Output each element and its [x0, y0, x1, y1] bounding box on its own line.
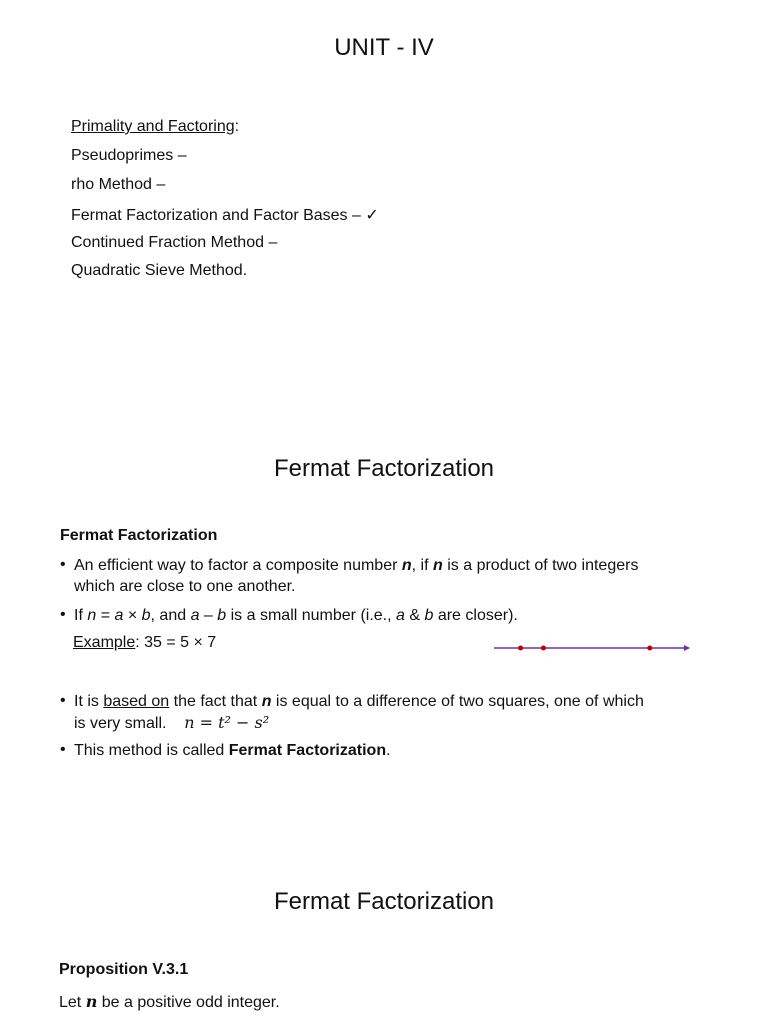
bullet-efficient-way: An efficient way to factor a composite number n, if n is a product of two integers which are close to one another. [74, 557, 639, 595]
topic-item-pseudoprimes: Pseudoprimes – [71, 147, 187, 164]
bullet-dot: • [60, 606, 66, 623]
topic-item-continued-fraction: Continued Fraction Method – [71, 234, 278, 251]
number-line-dot [541, 646, 546, 651]
topic-item-rho: rho Method – [71, 176, 166, 193]
topic-heading-colon: : [234, 118, 240, 135]
slide2-title: Fermat Factorization [273, 455, 495, 482]
number-line-arrow-icon [684, 645, 690, 651]
bullet-n-equals-ab: If n = a × b, and a – b is a small number (i.e., a & b are closer). [74, 607, 518, 624]
topic-item-fermat: Fermat Factorization and Factor Bases – ✓ [71, 207, 379, 224]
number-line-dot [647, 646, 652, 651]
bullet-method-called: This method is called Fermat Factorization. [74, 742, 391, 759]
bullet-dot: • [60, 741, 66, 758]
example-line [73, 634, 216, 652]
unit-title: UNIT - IV [334, 34, 434, 61]
bullet-difference-of-squares: It is based on the fact that n is equal to a difference of two squares, one of which is very small. n = t² − s² [74, 693, 644, 732]
number-line-diagram [490, 640, 695, 656]
example-label: Example [73, 634, 136, 651]
topic-item-quadratic-sieve: Quadratic Sieve Method. [71, 262, 248, 279]
proposition-heading: Proposition V.3.1 [59, 961, 189, 978]
slide3-title: Fermat Factorization [273, 888, 495, 915]
formula-n-t2-s2: n = t² − s² [184, 713, 270, 732]
topic-heading-text: Primality and Factoring [71, 118, 235, 135]
bullet-dot: • [60, 556, 66, 573]
slide2-subheading: Fermat Factorization [60, 527, 218, 544]
example-text: : 35 = 5 × 7 [135, 634, 217, 651]
number-line-dot [518, 646, 523, 651]
topic-heading [71, 118, 239, 136]
bullet-dot: • [60, 692, 66, 709]
proposition-text: Let n be a positive odd integer. [59, 992, 280, 1011]
